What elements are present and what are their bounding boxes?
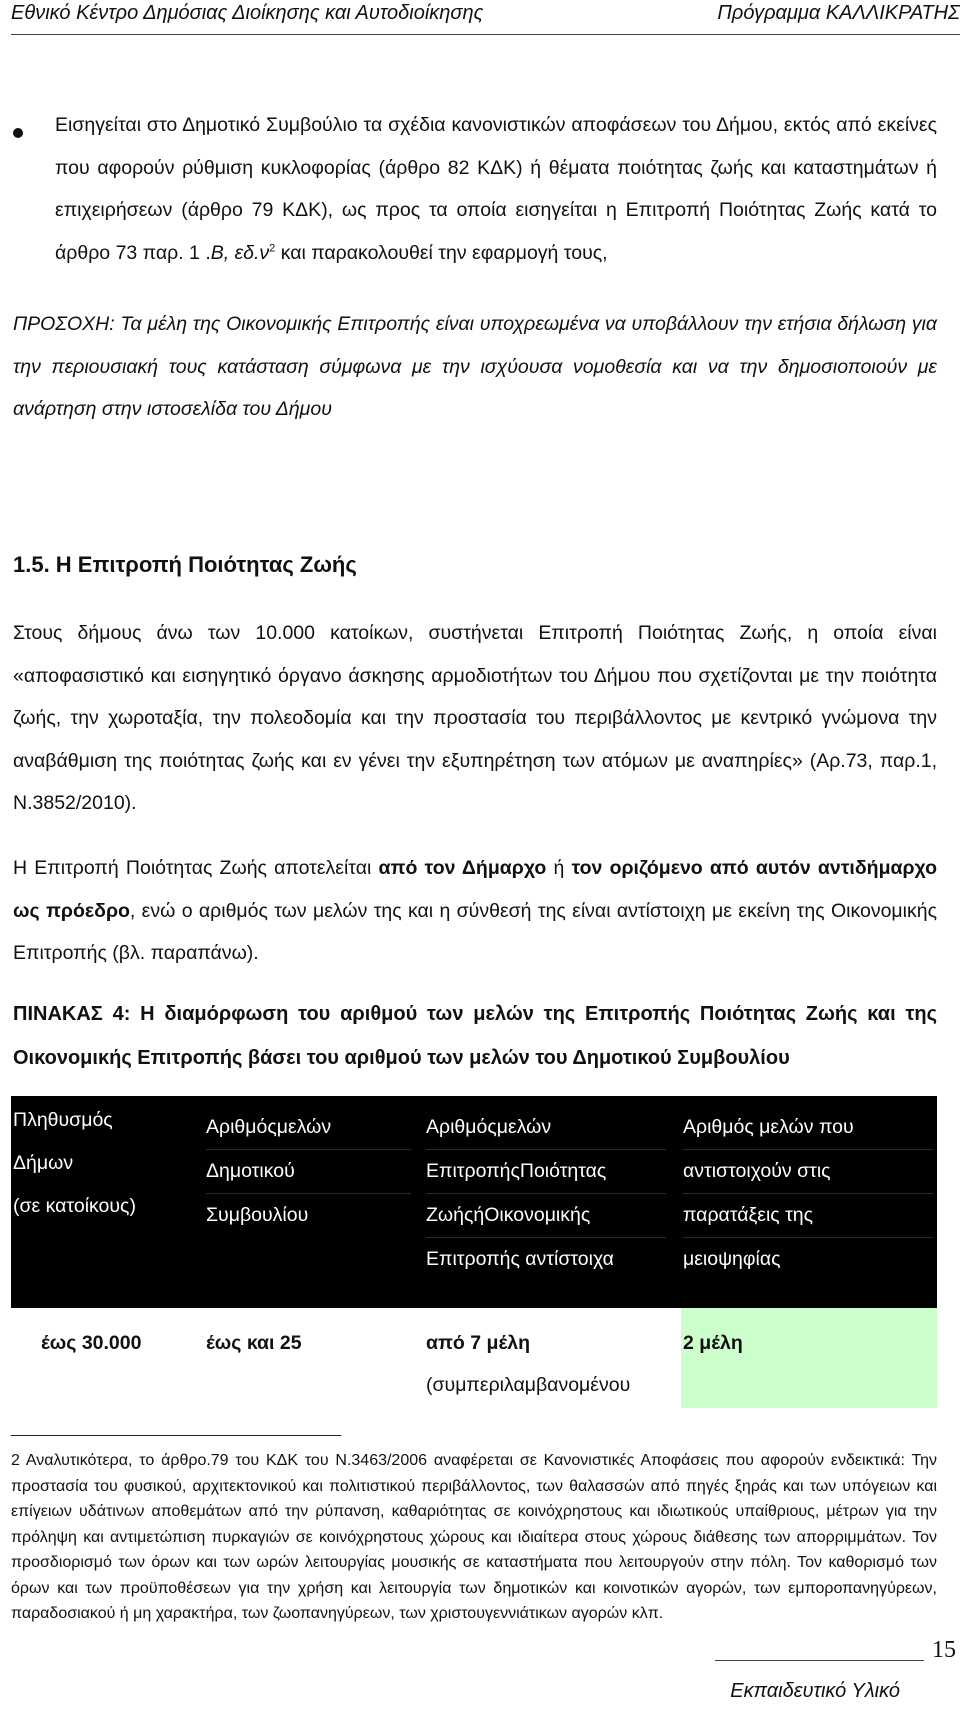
- header-committee-line: [426, 1106, 666, 1150]
- header-population-line: Πληθυσμός: [13, 1109, 113, 1131]
- cell-committee-line: (συμπεριλαμβανομένου: [426, 1374, 631, 1396]
- cell-council: έως και 25: [206, 1332, 302, 1354]
- bullet-dot: [13, 128, 23, 138]
- table-title: ΠΙΝΑΚΑΣ 4: Η διαμόρφωση του αριθμού των μελών της Επιτροπής Ποιότητας Ζωής και της Οικονομικής Επιτροπής βάσει του αριθμού των μελών του Δημοτικού Συμβουλίου: [13, 1003, 937, 1069]
- header-word: ή: [473, 1204, 485, 1226]
- header-word: μελών: [496, 1116, 552, 1138]
- bullet-paragraph: [55, 104, 937, 274]
- footer-rule: [715, 1660, 924, 1661]
- header-word: Αριθμός: [426, 1116, 497, 1138]
- bullet-text: Εισηγείται στο Δημοτικό Συμβούλιο τα σχέδια κανονιστικών αποφάσεων του Δήμου, εκτός από εκείνες που αφορούν ρύθμιση κυκλοφορίας (άρθρο 82 ΚΔΚ) ή θέματα ποιότητας ζωής και καταστημάτων ή επιχειρήσεων (άρθρο 79 ΚΔΚ), ως προς τα οποία εισηγείται η Επιτροπή Ποιότητας Ζωής κατά το άρθρο 73 παρ. 1 .: [55, 114, 937, 264]
- header-word: Ζωής: [426, 1204, 474, 1226]
- header-council-members: [206, 1106, 411, 1237]
- header-minority-line: Αριθμός μελών που: [683, 1106, 933, 1150]
- header-population-line: Δήμων: [13, 1152, 74, 1174]
- composition-paragraph: [13, 847, 937, 975]
- table-row: [11, 1308, 937, 1408]
- header-population-line: (σε κατοίκους): [13, 1195, 136, 1217]
- composition-text-c: ή: [546, 857, 572, 879]
- header-council-line: [206, 1106, 411, 1150]
- composition-bold-1: από τον Δήμαρχο: [378, 857, 547, 879]
- header-word: Οικονομικής: [484, 1204, 591, 1226]
- header-minority-line: αντιστοιχούν στις: [683, 1150, 933, 1194]
- bullet-tail: και παρακολουθεί την εφαρμογή τους,: [275, 241, 608, 264]
- header-minority-line: παρατάξεις της: [683, 1194, 933, 1238]
- header-council-line: Δημοτικού: [206, 1150, 411, 1194]
- header-program: Πρόγραμμα ΚΑΛΛΙΚΡΑΤΗΣ: [717, 2, 960, 24]
- header-word: Ποιότητας: [519, 1160, 607, 1182]
- header-committee-members: [426, 1106, 666, 1281]
- footer-label: Εκπαιδευτικό Υλικό: [730, 1680, 900, 1702]
- header-population: [13, 1099, 163, 1228]
- header-committee-line: [426, 1194, 666, 1238]
- header-institution: Εθνικό Κέντρο Δημόσιας Διοίκησης και Αυτοδιοίκησης: [11, 2, 484, 24]
- page-header: [11, 0, 960, 35]
- header-committee-line: Επιτροπής αντίστοιχα: [426, 1248, 614, 1270]
- cell-committee: [426, 1322, 630, 1406]
- footnote-separator: [11, 1435, 341, 1436]
- header-council-line: Συμβουλίου: [206, 1204, 309, 1226]
- cell-minority: 2 μέλη: [683, 1332, 743, 1354]
- composition-bold-2: τον οριζόμενο από αυτόν αντιδήμαρχο ως πρόεδρο: [13, 857, 937, 922]
- footnote-text: Αναλυτικότερα, το άρθρο.79 του ΚΔΚ του Ν.3463/2006 αναφέρεται σε Κανονιστικές Αποφάσεις που αφορούν ενδεικτικά: Την προστασία του φυσικού, αρχιτεκτονικού και πολιτιστικού περιβάλλοντος, των θαλασσών από πηγές ξηράς και των υπόγειων και επίγειων υδάτινων αποθεμάτων από την ρύπανση, καθαριότητας σε κοινόχρηστους και ιδιωτικούς υπαίθριους, μέτρων για την πρόληψη και αντιμετώπιση πυρκαγιών σε κοινόχρηστους χώρους και ιδιαίτερα στους χώρους διάθεσης των απορριμμάτων. Τον προσδιορισμό των όρων και των ωρών λειτουργίας μουσικής σε καταστήματα που λειτουργούν στην πόλη. Τον καθορισμό των όρων και των προϋποθέσεων για την χρήση και λειτουργία των δημοτικών και κοινοτικών αγορών, των εμποροπανηγύρεων, παραδοσιακού ή μη χαρακτήρα, των ζωοπανηγύρεων, των χριστουγεννιάτικων αγορών κλπ.: [11, 1452, 937, 1622]
- header-word: Επιτροπής: [426, 1160, 520, 1182]
- header-minority-members: [683, 1106, 933, 1281]
- bullet-ref: Β, εδ.ν: [210, 241, 270, 264]
- header-word: μελών: [276, 1116, 332, 1138]
- cell-population: έως 30.000: [41, 1332, 142, 1354]
- section-title: 1.5. Η Επιτροπή Ποιότητας Ζωής: [13, 552, 357, 577]
- header-committee-line: [426, 1150, 666, 1194]
- cell-committee-line: από 7 μέλη: [426, 1332, 530, 1354]
- footnote-ref: 2: [269, 242, 276, 254]
- composition-text-a: Η Επιτροπή Ποιότητας Ζωής αποτελείται: [13, 857, 379, 879]
- header-word: Αριθμός: [206, 1116, 277, 1138]
- table-header: [11, 1096, 937, 1308]
- footnote-number: 2: [11, 1452, 20, 1469]
- description-paragraph: Στους δήμους άνω των 10.000 κατοίκων, συστήνεται Επιτροπή Ποιότητας Ζωής, η οποία είναι «αποφασιστικό και εισηγητικό όργανο άσκησης αρμοδιοτήτων του Δήμου που σχετίζονται με την ποιότητα ζωής, την χωροταξία, την πολεοδομία και την προστασία του περιβάλλοντος με κεντρικό γνώμονα την αναβάθμιση της ποιότητας ζωής και εν γένει την εξυπηρέτηση των ατόμων με αναπηρίες» (Αρ.73, παρ.1, Ν.3852/2010).: [13, 622, 937, 814]
- composition-text-d: , ενώ ο αριθμός των μελών της και η σύνθεσή της είναι αντίστοιχη με εκείνη της Οικονομικής Επιτροπής (βλ. παραπάνω).: [13, 899, 937, 964]
- footnote: [11, 1448, 937, 1627]
- page-number: 15: [932, 1637, 956, 1663]
- notice-paragraph: ΠΡΟΣΟΧΗ: Τα μέλη της Οικονομικής Επιτροπής είναι υποχρεωμένα να υποβάλλουν την ετήσια δήλωση για την περιουσιακή τους κατάσταση σύμφωνα με την ισχύουσα νομοθεσία και να την δημοσιοποιούν με ανάρτηση στην ιστοσελίδα του Δήμου: [13, 313, 937, 420]
- header-minority-line: μειοψηφίας: [683, 1248, 781, 1270]
